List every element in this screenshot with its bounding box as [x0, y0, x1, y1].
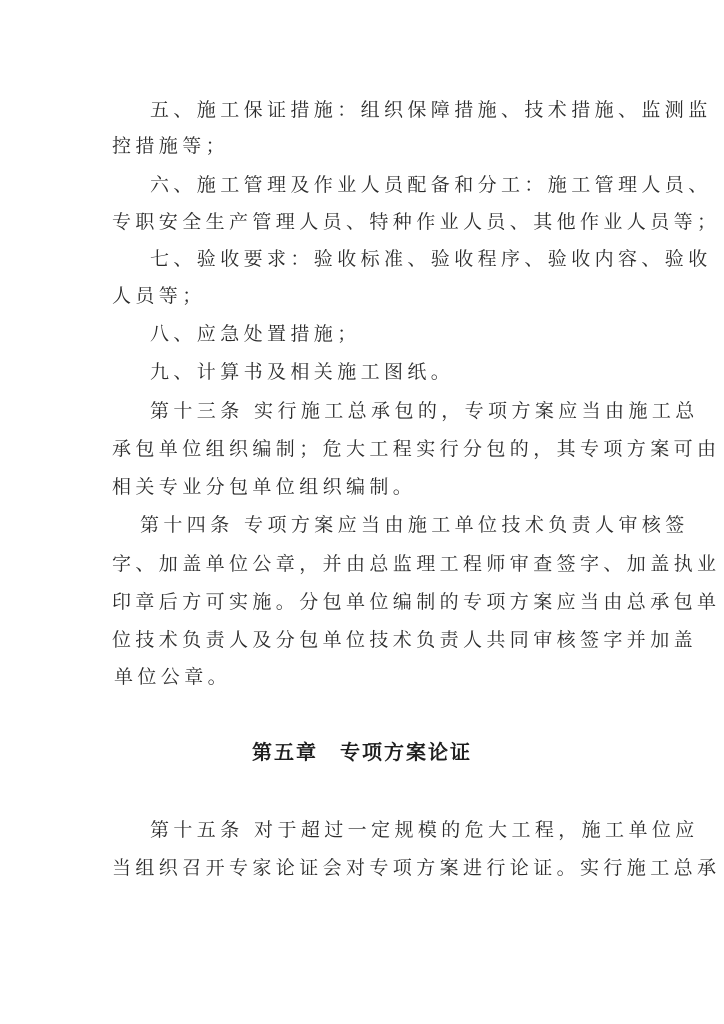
text-line: 单位公章。: [114, 666, 232, 688]
text-line: 五、施工保证措施：组织保障措施、技术措施、监测监: [150, 99, 712, 121]
text-line: 七、验收要求：验收标准、验收程序、验收内容、验收: [150, 248, 712, 270]
text-line: 控措施等；: [112, 135, 230, 157]
text-line: 字、加盖单位公章，并由总监理工程师审查签字、加盖执业: [112, 553, 721, 575]
text-line: 八、应急处置措施；: [150, 323, 361, 345]
text-line: 第十四条 专项方案应当由施工单位技术负责人审核签: [140, 514, 689, 536]
text-line: 当组织召开专家论证会对专项方案进行论证。实行施工总承: [112, 857, 721, 879]
text-line: 第十三条 实行施工总承包的，专项方案应当由施工总: [150, 400, 699, 422]
text-line: 位技术负责人及分包单位技术负责人共同审核签字并加盖: [112, 629, 698, 651]
text-line: 人员等；: [112, 285, 206, 307]
text-line: 专职安全生产管理人员、特种作业人员、其他作业人员等；: [112, 211, 721, 233]
text-line: 九、计算书及相关施工图纸。: [150, 361, 455, 383]
text-line: 承包单位组织编制；危大工程实行分包的，其专项方案可由: [112, 438, 721, 460]
text-line: 相关专业分包单位组织编制。: [112, 476, 417, 498]
text-line: 印章后方可实施。分包单位编制的专项方案应当由总承包单: [112, 591, 721, 613]
chapter-heading: 第五章 专项方案论证: [252, 740, 472, 764]
text-line: 第十五条 对于超过一定规模的危大工程，施工单位应: [150, 819, 699, 841]
text-line: 六、施工管理及作业人员配备和分工：施工管理人员、: [150, 174, 712, 196]
